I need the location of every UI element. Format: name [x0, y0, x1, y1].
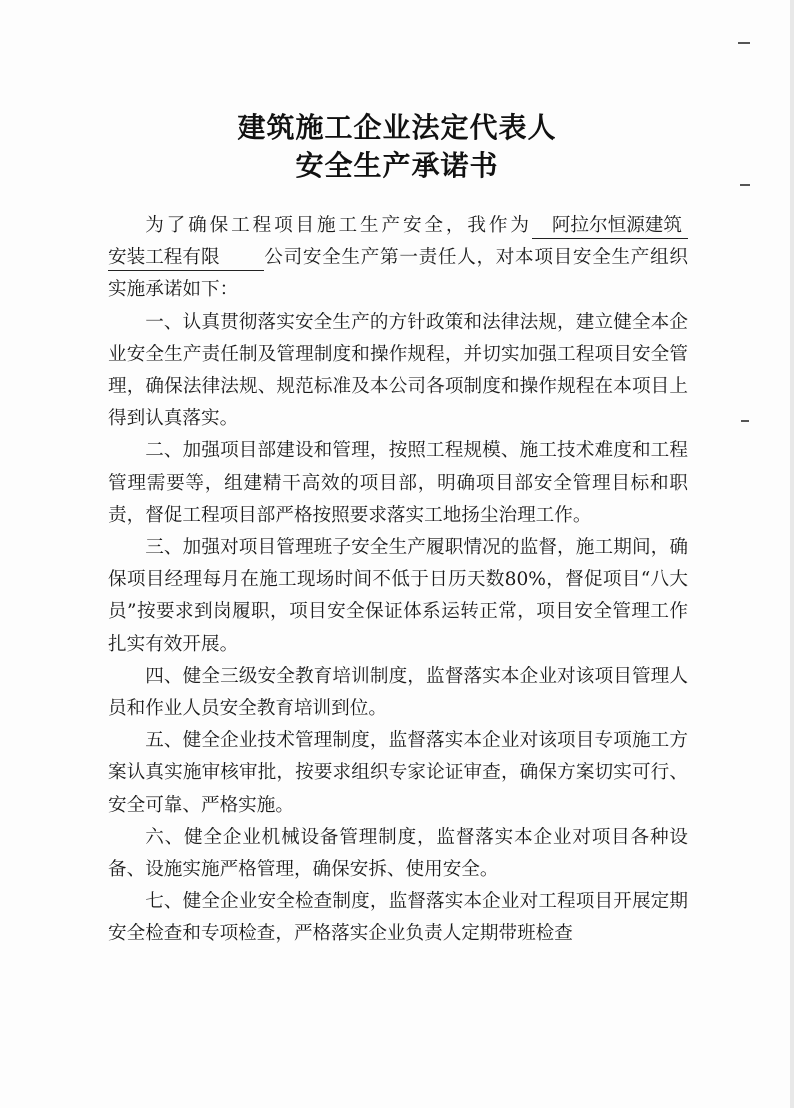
document-body [108, 210, 688, 951]
company-name-fill-2: 安装工程有限 [108, 246, 264, 271]
item-paragraph-4: 四、健全三级安全教育培训制度，监督落实本企业对该项目管理人员和作业人员安全教育培训到位。 [108, 665, 688, 720]
company-name-fill-1: 阿拉尔恒源建筑 [532, 214, 688, 239]
intro-text-start: 为了确保工程项目施工生产安全，我作为 [145, 215, 532, 236]
scan-mark [740, 184, 750, 186]
intro-text-end: 公司安全生产第一责任人，对本项目安全生产组织实施承诺如下： [108, 247, 688, 301]
document-title-line1: 建筑施工企业法定代表人 [237, 111, 557, 144]
scan-mark [738, 42, 750, 44]
item-paragraph-6: 六、健全企业机械设备管理制度，监督落实本企业对项目各种设备、设施实施严格管理，确保安拆、使用安全。 [108, 826, 688, 881]
item-paragraph-5: 五、健全企业技术管理制度，监督落实本企业对该项目专项施工方案认真实施审核审批，按要求组织专家论证审查，确保方案切实可行、安全可靠、严格实施。 [108, 730, 688, 816]
item-paragraph-3: 三、加强对项目管理班子安全生产履职情况的监督，施工期间，确保项目经理每月在施工现场时间不低于日历天数80%，督促项目“八大员”按要求到岗履职，项目安全保证体系运转正常，项目安全管理工作扎实有效开展。 [108, 537, 688, 655]
item-paragraph-2: 二、加强项目部建设和管理，按照工程规模、施工技术难度和工程管理需要等，组建精干高效的项目部，明确项目部安全管理目标和职责，督促工程项目部严格按照要求落实工地扬尘治理工作。 [108, 440, 688, 526]
item-paragraph-1: 一、认真贯彻落实安全生产的方针政策和法律法规，建立健全本企业安全生产责任制及管理制度和操作规程，并切实加强工程项目安全管理，确保法律法规、规范标准及本公司各项制度和操作规程在本项目上得到认真落实。 [108, 311, 688, 430]
item-paragraph-7: 七、健全企业安全检查制度，监督落实本企业对工程项目开展定期安全检查和专项检查，严格落实企业负责人定期带班检查 [108, 891, 688, 945]
scan-mark [741, 420, 749, 422]
document-title-line2: 安全生产承诺书 [295, 149, 499, 182]
intro-paragraph [108, 210, 688, 307]
